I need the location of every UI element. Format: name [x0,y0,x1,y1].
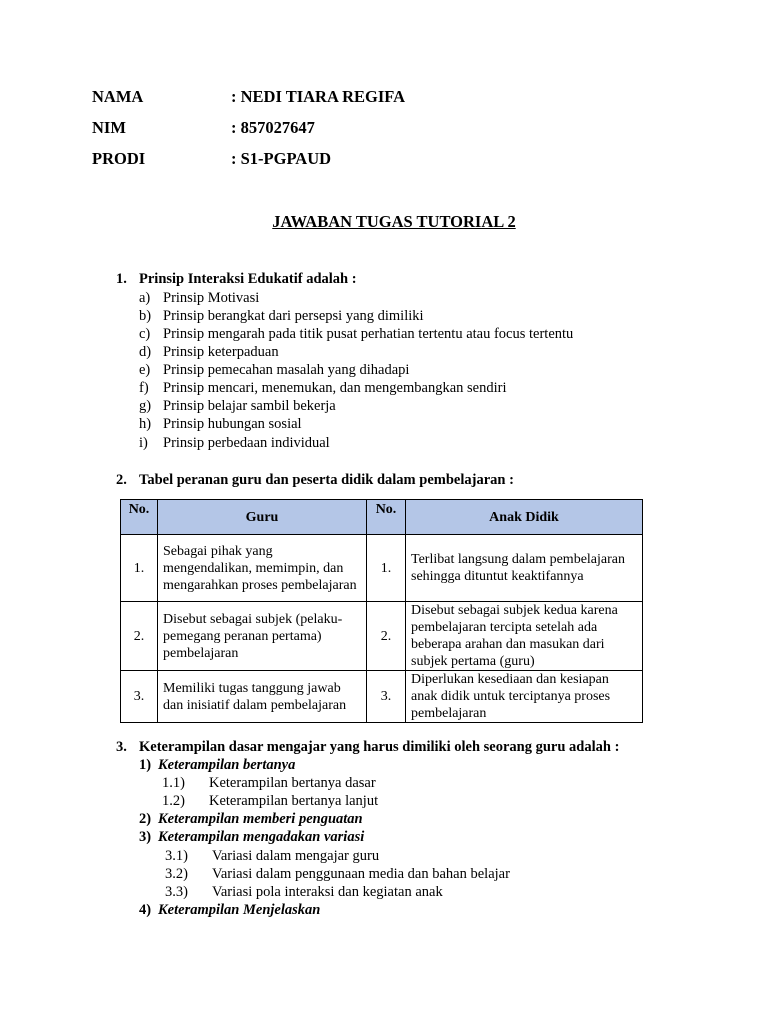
cell-guru: Sebagai pihak yang mengendalikan, memimpin, dan mengarahkan proses pembelajaran [158,535,367,602]
q1-item-text: Prinsip belajar sambil bekerja [163,398,336,414]
q1-item-text: Prinsip hubungan sosial [163,416,302,432]
q3-heading [0,739,768,759]
q1-item-marker: i) [139,435,148,451]
cell-no-guru: 3. [121,671,158,723]
cell-no-guru: 1. [121,535,158,602]
table-row [121,535,643,602]
prodi-label: PRODI [92,149,146,168]
name-value: : NEDI TIARA REGIFA [231,87,406,106]
skill-subitem-number: 3.2) [165,866,188,882]
q1-item-text: Prinsip berangkat dari persepsi yang dimiliki [163,308,424,324]
q3-number: 3. [116,739,127,755]
skill-number: 2) [139,811,152,827]
skill-title: Keterampilan bertanya [158,757,296,773]
q1-item-marker: h) [139,416,152,432]
cell-anak-didik: Terlibat langsung dalam pembelajaran sehingga dituntut keaktifannya [406,535,643,602]
cell-no-anak: 2. [367,602,406,671]
table-header-row [121,500,643,535]
q1-item-text: Prinsip mencari, menemukan, dan mengembangkan sendiri [163,380,507,396]
header-guru: Guru [158,500,367,535]
cell-no-guru: 2. [121,602,158,671]
skill-subitem-number: 1.2) [162,793,185,809]
roles-table [120,499,643,723]
skill-title: Keterampilan mengadakan variasi [158,829,365,845]
q2-number: 2. [116,472,127,488]
skill-number: 4) [139,902,152,918]
skill-number: 3) [139,829,152,845]
table-row [121,602,643,671]
skill-subitem-text: Variasi pola interaksi dan kegiatan anak [212,884,443,900]
header-no-guru: No. [121,500,158,535]
q1-item-text: Prinsip pemecahan masalah yang dihadapi [163,362,410,378]
skill-subitem-number: 1.1) [162,775,185,791]
q1-item-marker: c) [139,326,151,342]
nim-label: NIM [92,118,126,137]
header-anak-didik: Anak Didik [406,500,643,535]
skill-subitem-number: 3.3) [165,884,188,900]
q3-heading-text: Keterampilan dasar mengajar yang harus dimiliki oleh seorang guru adalah : [139,739,620,755]
skill-number: 1) [139,757,152,773]
nim-value: : 857027647 [231,118,315,137]
cell-no-anak: 1. [367,535,406,602]
skill-title: Keterampilan memberi penguatan [158,811,363,827]
name-label: NAMA [92,87,144,106]
q2-heading-text: Tabel peranan guru dan peserta didik dalam pembelajaran : [139,472,514,488]
skill-subitem-text: Variasi dalam mengajar guru [212,848,380,864]
cell-anak-didik: Disebut sebagai subjek kedua karena pembelajaran tercipta setelah ada beberapa arahan dan masukan dari subjek pertama (guru) [406,602,643,671]
skill-subitem-text: Keterampilan bertanya dasar [209,775,376,791]
skill-subitem-text: Keterampilan bertanya lanjut [209,793,379,809]
skill-title: Keterampilan Menjelaskan [158,902,321,918]
q1-item-marker: b) [139,308,152,324]
cell-anak-didik: Diperlukan kesediaan dan kesiapan anak didik untuk terciptanya proses pembelajaran [406,671,643,723]
q1-item-marker: d) [139,344,152,360]
table-row [121,671,643,723]
cell-guru: Memiliki tugas tanggung jawab dan inisiatif dalam pembelajaran [158,671,367,723]
prodi-value: : S1-PGPAUD [231,149,332,168]
q1-number: 1. [116,271,127,287]
q1-item-text: Prinsip keterpaduan [163,344,279,360]
q1-heading-text: Prinsip Interaksi Edukatif adalah : [139,271,357,287]
q1-item-marker: f) [139,380,149,396]
q2-heading [0,472,768,492]
q1-item-marker: g) [139,398,152,414]
header-no-anak: No. [367,500,406,535]
q1-item-text: Prinsip perbedaan individual [163,435,330,451]
document-title: JAWABAN TUGAS TUTORIAL 2 [272,212,516,231]
q1-item-marker: e) [139,362,151,378]
q1-item-text: Prinsip Motivasi [163,290,260,306]
q1-item-marker: a) [139,290,151,306]
skill-subitem-text: Variasi dalam penggunaan media dan bahan belajar [212,866,510,882]
q1-heading [0,271,768,291]
cell-no-anak: 3. [367,671,406,723]
skill-subitem-number: 3.1) [165,848,188,864]
cell-guru: Disebut sebagai subjek (pelaku-pemegang peranan pertama) pembelajaran [158,602,367,671]
q1-item-text: Prinsip mengarah pada titik pusat perhatian tertentu atau focus tertentu [163,326,574,342]
